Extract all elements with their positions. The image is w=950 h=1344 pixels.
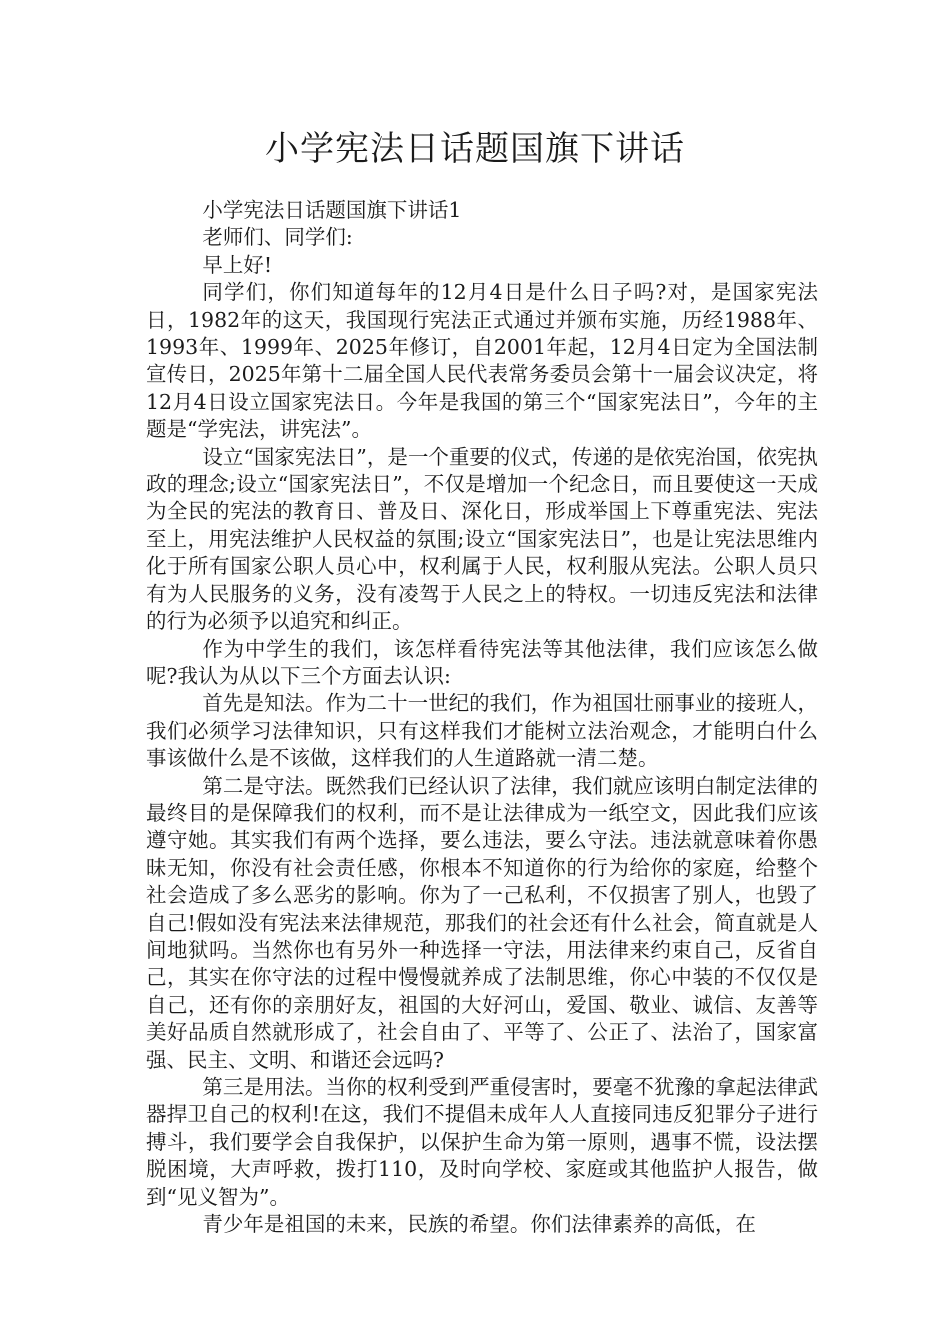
- body-paragraph: 首先是知法。作为二十一世纪的我们，作为祖国壮丽事业的接班人，我们必须学习法律知识，只有这样我们才能树立法治观念，才能明白什么事该做什么是不该做，这样我们的人生道路就一清二楚。: [146, 691, 818, 771]
- body-paragraph: 同学们，你们知道每年的12月4日是什么日子吗?对，是国家宪法日，1982年的这天，我国现行宪法正式通过并颁布实施，历经1988年、1993年、1999年、2025年修订，自2001年起，12月4日定为全国法制宣传日，2025年第十二届全国人民代表常务委员会第十一届会议决定，将12月4日设立国家宪法日。今年是我国的第三个“国家宪法日”，今年的主题是“学宪法，讲宪法”。: [146, 280, 818, 442]
- body-paragraph: 第二是守法。既然我们已经认识了法律，我们就应该明白制定法律的最终目的是保障我们的权利，而不是让法律成为一纸空文，因此我们应该遵守她。其实我们有两个选择，要么违法，要么守法。违法就意味着你愚昧无知，你没有社会责任感，你根本不知道你的行为给你的家庭，给整个社会造成了多么恶劣的影响。你为了一己私利，不仅损害了别人，也毁了自己!假如没有宪法来法律规范，那我们的社会还有什么社会，简直就是人间地狱吗。当然你也有另外一种选择一守法，用法律来约束自己，反省自己，其实在你守法的过程中慢慢就养成了法制思维，你心中装的不仅仅是自己，还有你的亲朋好友，祖国的大好河山，爱国、敬业、诚信、友善等美好品质自然就形成了，社会自由了、平等了、公正了、法治了，国家富强、民主、文明、和谐还会远吗?: [146, 773, 818, 1072]
- salutation: 老师们、同学们:: [202, 225, 353, 250]
- body-paragraph: 作为中学生的我们，该怎样看待宪法等其他法律，我们应该怎么做呢?我认为从以下三个方面去认识:: [146, 636, 818, 688]
- speech-subtitle: 小学宪法日话题国旗下讲话1: [202, 198, 462, 222]
- document-title: 小学宪法日话题国旗下讲话: [265, 129, 685, 169]
- body-paragraph: 青少年是祖国的未来，民族的希望。你们法律素养的高低，在: [202, 1212, 756, 1237]
- body-paragraph: 设立“国家宪法日”，是一个重要的仪式，传递的是依宪治国，依宪执政的理念;设立“国家宪法日”，不仅是增加一个纪念日，而且要使这一天成为全民的宪法的教育日、普及日、深化日，形成举国上下尊重宪法、宪法至上，用宪法维护人民权益的氛围;设立“国家宪法日”，也是让宪法思维内化于所有国家公职人员心中，权利属于人民，权利服从宪法。公职人员只有为人民服务的义务，没有凌驾于人民之上的特权。一切违反宪法和法律的行为必须予以追究和纠正。: [146, 444, 818, 634]
- body-paragraph: 第三是用法。当你的权利受到严重侵害时，要毫不犹豫的拿起法律武器捍卫自己的权利!在这，我们不提倡未成年人人直接同违反犯罪分子进行搏斗，我们要学会自我保护，以保护生命为第一原则，遇事不慌，设法摆脱困境，大声呼救，拨打110，及时向学校、家庭或其他监护人报告，做到“见义智为”。: [146, 1075, 818, 1209]
- greeting: 早上好!: [202, 252, 273, 277]
- document-body: [146, 197, 818, 1238]
